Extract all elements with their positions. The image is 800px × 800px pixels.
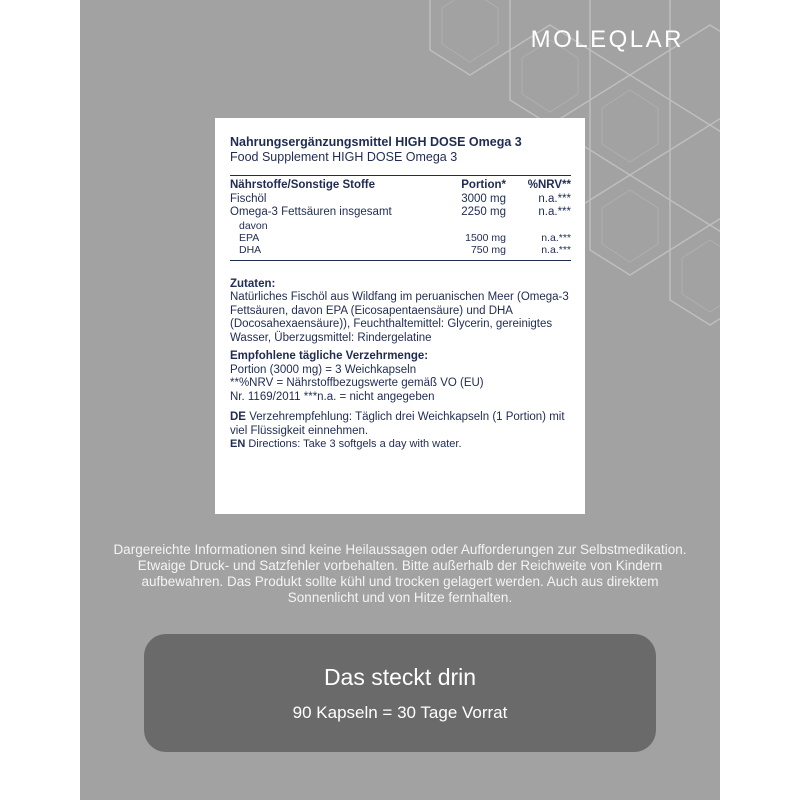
row-nrv: n.a.*** [541,231,571,244]
header-nutrients: Nährstoffe/Sonstige Stoffe [230,179,376,191]
dose-title: Empfohlene tägliche Verzehrmenge: [230,350,429,362]
row-nrv: n.a.*** [538,206,571,218]
disclaimer-text: Dargereichte Informationen sind keine Heilaussagen oder Aufforderungen zur Selbstmedikation. Etwaige Druck- und Satzfehler vorbehalten. Bitte außerhalb der Reichweite von Kindern aufbewahren. Das Produkt sollte kühl und trocken gelagert werden. Auch aus direktem Sonnenlicht und von Hitze fernhalten. [113,542,687,605]
row-portion: 750 mg [470,243,506,256]
label-title-de: Nahrungsergänzungsmittel HIGH DOSE Omega 3 [230,135,522,149]
row-name: Fischöl [230,192,267,205]
row-portion: 3000 mg [461,192,506,205]
product-info-panel [80,0,720,800]
ingredients-title: Zutaten: [230,277,276,290]
row-nrv: n.a.*** [541,243,571,256]
directions-en-text: Directions: Take 3 softgels a day with water. [248,438,462,450]
row-name: Omega-3 Fettsäuren insgesamt [230,206,392,218]
brand-logo: MOLEQLAR [530,26,684,53]
row-nrv: n.a.*** [538,192,571,205]
directions-de [230,411,571,438]
row-name: EPA [239,231,260,244]
row-portion: 1500 mg [465,231,506,244]
contents-heading: Das steckt drin [323,664,477,690]
nrv-note: **%NRV = Nährstoffbezugswerte gemäß VO (EU) [230,377,484,389]
divider [230,175,571,176]
table-row [230,244,571,256]
table-bottom-divider [230,260,571,261]
ingredients-text: Natürliches Fischöl aus Wildfang im peruanischen Meer (Omega-3 Fettsäuren, davon EPA (Eicosapentaensäure) und DHA (Docosahexaensäure)), Feuchthaltemittel: Glycerin, gereinigtes Wasser, Überzugsmittel: Rindergelatine [230,291,569,344]
table-row-davon [230,220,571,232]
header-portion: Portion* [461,179,506,191]
lang-tag-en: EN [230,438,246,450]
nutrition-label [215,118,585,514]
contents-box [144,634,656,752]
dose-line: Portion (3000 mg) = 3 Weichkapseln [230,363,417,376]
contents-subheading: 90 Kapseln = 30 Tage Vorrat [292,703,508,722]
table-row [230,232,571,244]
label-title-en: Food Supplement HIGH DOSE Omega 3 [230,150,458,164]
row-portion: 2250 mg [461,206,506,218]
table-row [230,206,571,220]
header-nrv: %NRV** [527,179,571,191]
lang-tag-de: DE [230,411,246,423]
table-header [230,179,571,193]
row-davon: davon [239,219,268,232]
directions-en [230,438,571,452]
na-note: Nr. 1169/2011 ***n.a. = nicht angegeben [230,390,435,403]
directions-de-text: Verzehrempfehlung: Täglich drei Weichkapseln (1 Portion) mit viel Flüssigkeit einnehmen. [230,411,565,437]
row-name: DHA [239,243,262,256]
table-row [230,193,571,207]
